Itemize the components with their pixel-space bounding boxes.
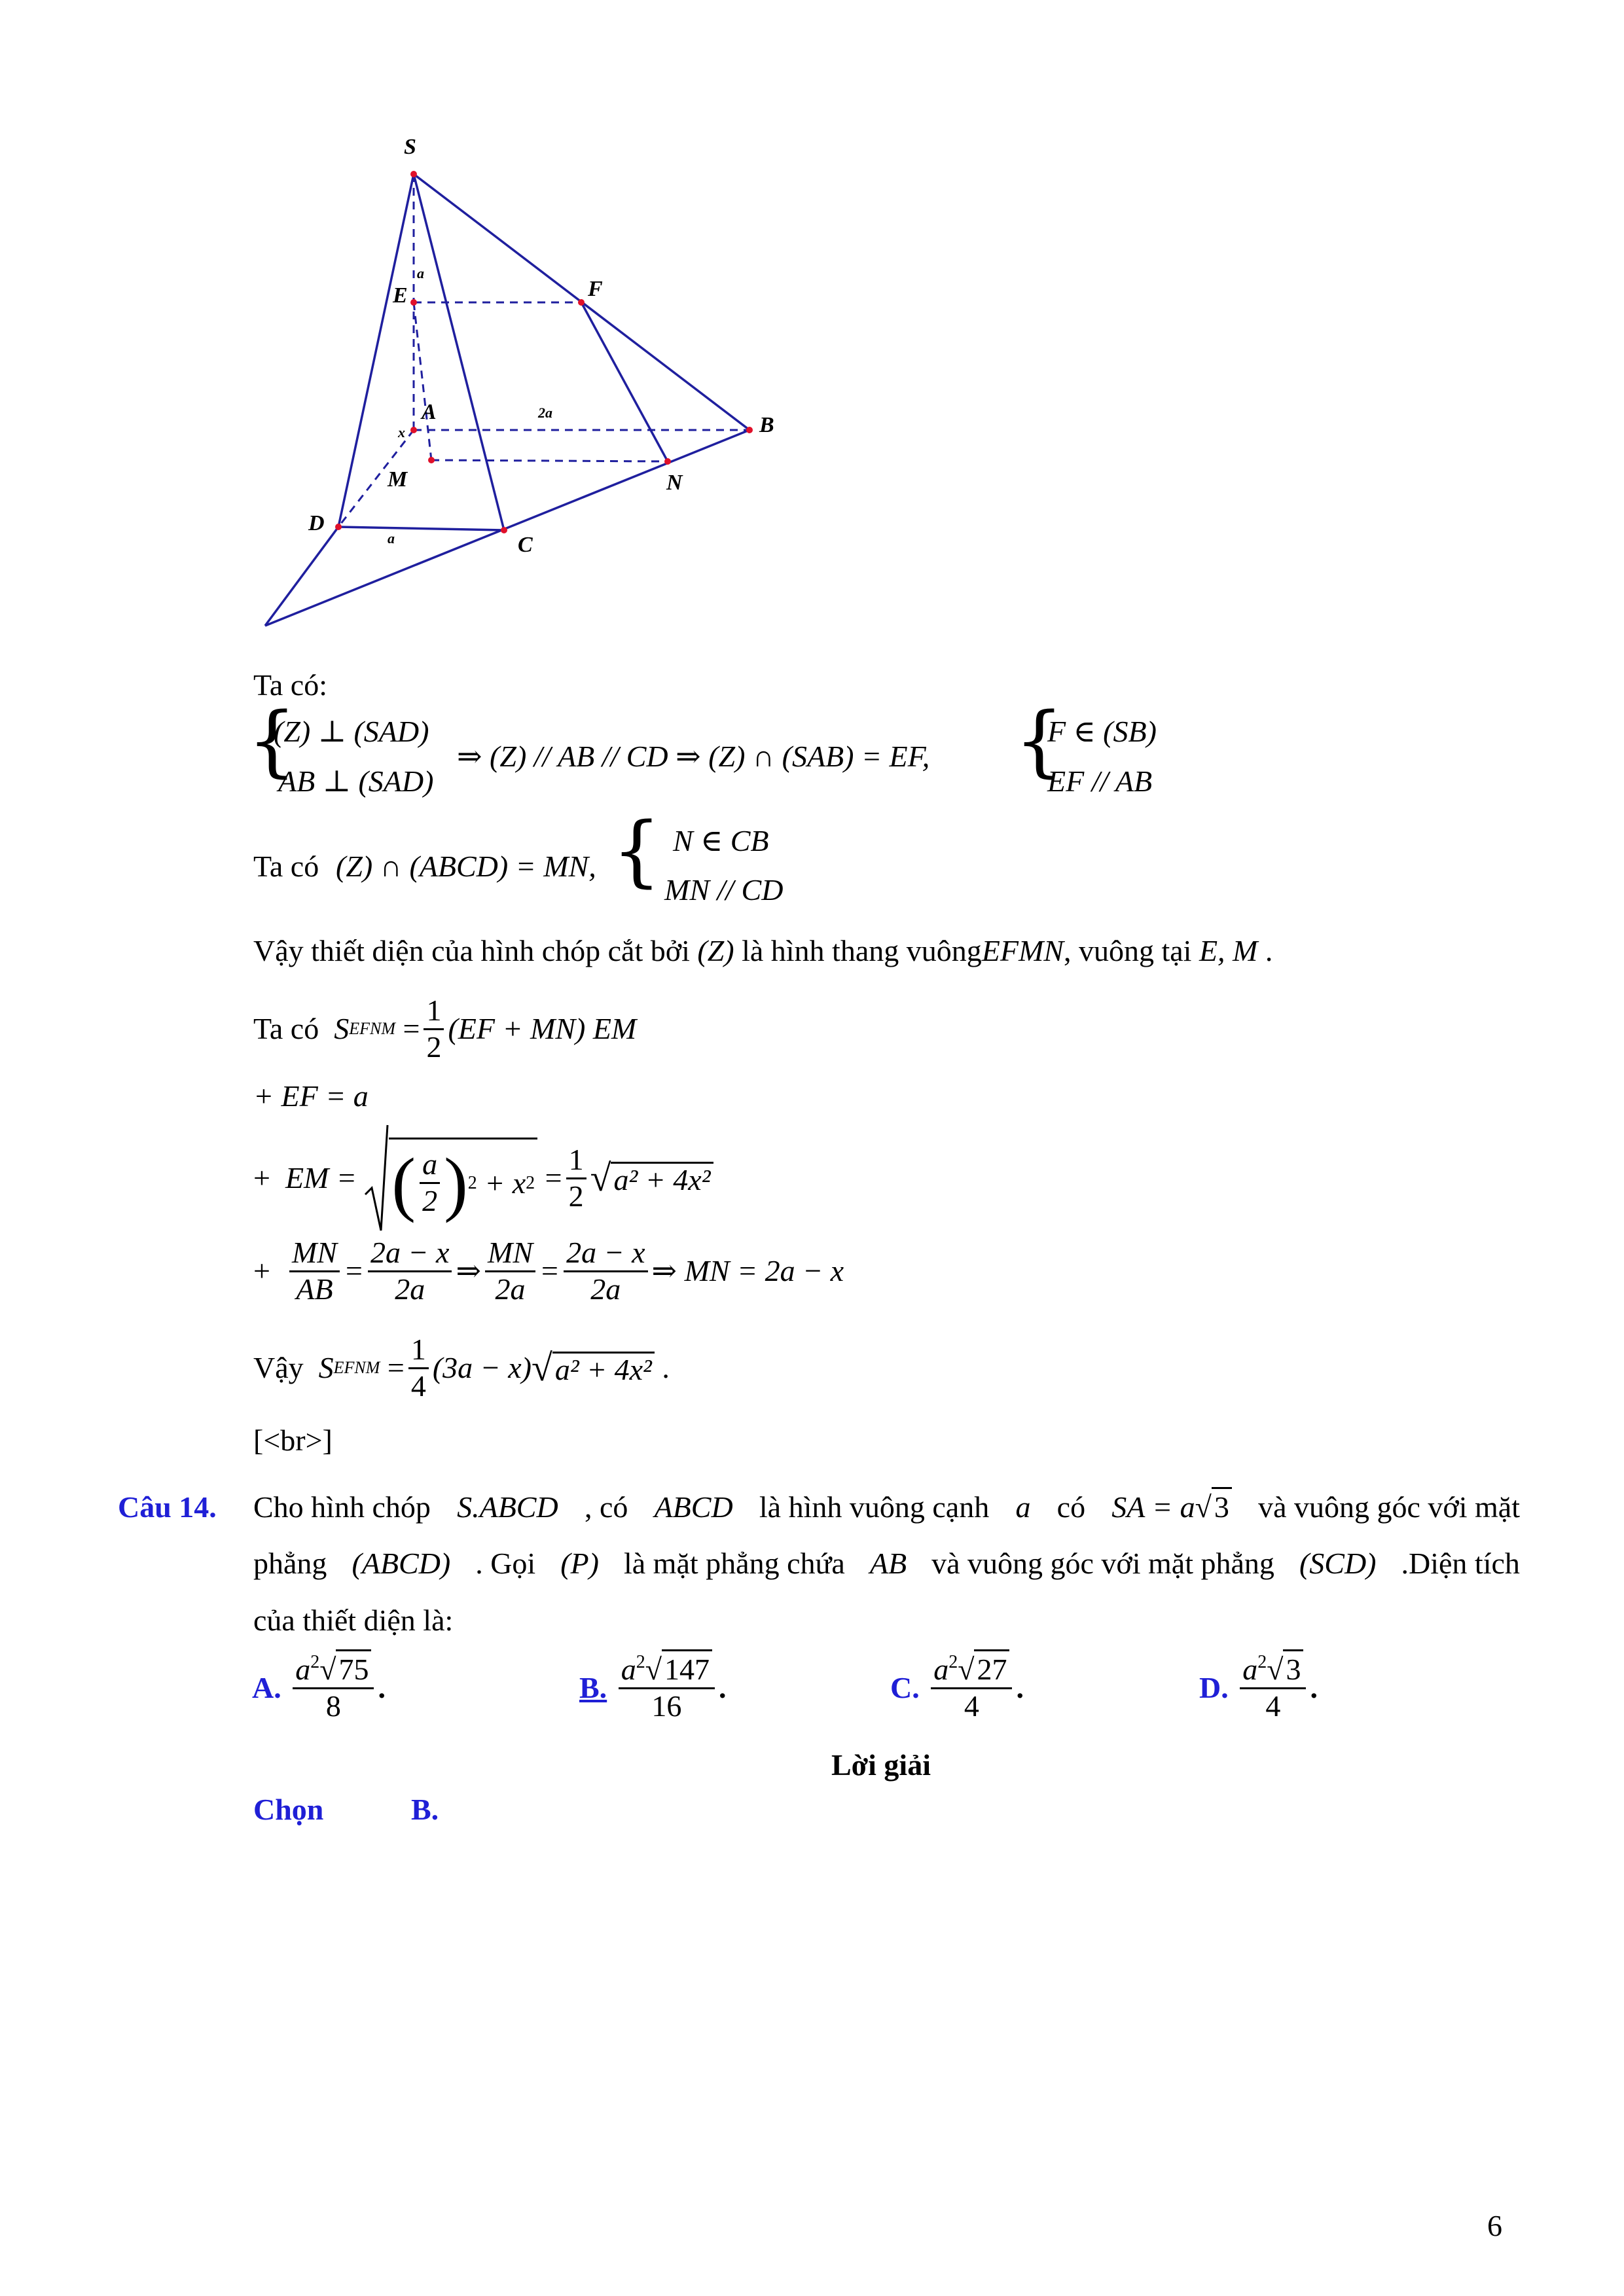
point-B — [746, 427, 753, 433]
question-line-2 — [253, 1549, 1520, 1579]
mn-d1: AB — [296, 1272, 333, 1306]
option-B-dot: . — [718, 1671, 727, 1705]
label-E: E — [393, 283, 408, 308]
q-l2-f: AB — [869, 1547, 907, 1580]
area-frac — [424, 994, 444, 1065]
line3-b: (Z) — [697, 934, 734, 967]
line3-e: , vuông tại — [1063, 934, 1192, 967]
label-D: D — [308, 511, 325, 535]
point-E — [410, 299, 417, 306]
option-A-a: a — [295, 1653, 311, 1686]
area-rest: (EF + MN) EM — [448, 1012, 637, 1046]
em-plus: + — [253, 1161, 270, 1194]
point-A — [410, 427, 417, 433]
q-l1-g: có — [1056, 1490, 1086, 1524]
sys1-line-c: F ∈ (SB) — [1047, 715, 1157, 748]
label-2a: 2a — [538, 404, 552, 421]
pyramid-figure — [249, 118, 838, 641]
line2-pre: Ta có — [253, 850, 319, 883]
option-C-rad: 27 — [974, 1649, 1009, 1686]
line2-d: MN // CD — [664, 873, 784, 906]
option-B-rad: 147 — [662, 1649, 712, 1686]
q-l1-c: , có — [584, 1490, 628, 1524]
option-B-label: B. — [579, 1671, 607, 1705]
label-x: x — [398, 424, 405, 440]
mn-line — [253, 1236, 844, 1307]
question-line-3: của thiết diện là: — [253, 1604, 454, 1637]
option-A-rad: 75 — [336, 1649, 371, 1686]
option-D-dot: . — [1310, 1671, 1318, 1705]
final-rad: a² + 4x² — [552, 1352, 655, 1385]
option-D-sup: 2 — [1257, 1652, 1267, 1672]
edge-SC — [414, 174, 504, 530]
mn-n4: 2a − x — [564, 1236, 647, 1272]
option-D-a: a — [1242, 1653, 1258, 1686]
br-marker: [<br>] — [253, 1424, 333, 1457]
label-F: F — [588, 277, 603, 301]
mn-arrow: ⇒ — [456, 1254, 482, 1288]
line2-mid: (Z) ∩ (ABCD) = MN, — [336, 850, 596, 883]
q-l1-a: Cho hình chóp — [253, 1490, 431, 1524]
q-l1-f: a — [1015, 1490, 1031, 1524]
area-eq: = — [403, 1012, 420, 1046]
sys1-line-b: AB ⊥ (SAD) — [278, 764, 434, 798]
mn-plus: + — [253, 1254, 270, 1288]
mn-n2: 2a − x — [368, 1236, 452, 1272]
final-num: 1 — [408, 1333, 429, 1369]
question-line-1: Cho hình chóp S.ABCD , có ABCD là hình vuông cạnh a có SA = a√3 và vuông góc với mặt — [253, 1492, 1520, 1522]
em-lhs: EM = — [285, 1161, 357, 1194]
em-eq: = — [545, 1161, 562, 1194]
option-D-label: D. — [1199, 1671, 1229, 1705]
option-B-sup: 2 — [636, 1652, 645, 1672]
q-l1-d: ABCD — [654, 1490, 733, 1524]
option-C-sup: 2 — [948, 1652, 958, 1672]
final-eq: = — [387, 1351, 405, 1385]
em-a: a — [420, 1147, 440, 1184]
line3-f: E, M — [1199, 934, 1258, 967]
label-a-DC: a — [388, 530, 395, 547]
option-D-den: 4 — [1265, 1689, 1281, 1723]
label-C: C — [518, 533, 533, 557]
point-S — [410, 171, 417, 177]
chon-value: B. — [411, 1793, 439, 1826]
option-B-a: a — [621, 1653, 636, 1686]
mn-eq1: = — [343, 1254, 364, 1288]
chon-label: Chọn — [253, 1793, 324, 1826]
q-l1-i: 3 — [1212, 1487, 1232, 1524]
option-B[interactable]: B. $\frac{a^2√147}{16}$ . — [579, 1653, 726, 1724]
q-l2-e: là mặt phẳng chứa — [623, 1547, 845, 1580]
em-1: 1 — [566, 1143, 586, 1179]
line2-c: N ∈ CB — [673, 824, 769, 857]
ef-line: + EF = a — [253, 1079, 369, 1113]
option-B-den: 16 — [651, 1689, 682, 1723]
label-a-SE: a — [417, 265, 424, 281]
option-A-dot: . — [378, 1671, 386, 1705]
option-A-den: 8 — [325, 1689, 341, 1723]
brace-3: { — [612, 805, 662, 895]
area-formula: Ta có S EFNM = $\frac{1}{2}$ (EF + MN) EM — [253, 994, 637, 1064]
label-N: N — [666, 471, 683, 495]
edge-FN — [581, 302, 668, 461]
final-line: Vậy S EFNM = $\frac{1}{4}$ (3a − x) √ a² + 4x² . — [253, 1333, 670, 1403]
final-end: . — [662, 1351, 670, 1385]
line3-g: . — [1265, 934, 1273, 967]
em-den: 2 — [568, 1179, 584, 1213]
label-B: B — [759, 413, 774, 437]
page-number: 6 — [1487, 2209, 1502, 2242]
sys1-line-a: (Z) ⊥ (SAD) — [274, 715, 429, 748]
question-label: Câu 14. — [118, 1490, 217, 1524]
mn-d2: 2a — [395, 1272, 425, 1306]
line3-d: EFMN — [981, 934, 1064, 967]
point-C — [501, 527, 507, 533]
option-A-sup: 2 — [310, 1652, 320, 1672]
line3-c: là hình thang vuông — [742, 934, 982, 967]
point-F — [578, 299, 585, 306]
sys1-middle: ⇒ (Z) // AB // CD ⇒ (Z) ∩ (SAB) = EF, — [457, 740, 930, 773]
option-D[interactable]: D. $\frac{a^2√3}{4}$ . — [1199, 1653, 1318, 1724]
option-C-den: 4 — [964, 1689, 979, 1723]
label-S: S — [404, 135, 416, 159]
em-x2: + x — [484, 1166, 526, 1200]
point-N — [664, 458, 671, 465]
edge-DC — [338, 527, 504, 530]
line3-a: Vậy thiết diện của hình chóp cắt bởi — [253, 934, 690, 967]
final-mid: (3a − x) — [432, 1351, 532, 1385]
q-l1-b: S.ABCD — [457, 1490, 558, 1524]
final-den: 4 — [410, 1369, 426, 1403]
area-num: 1 — [424, 994, 444, 1030]
q-l2-h: (SCD) — [1299, 1547, 1377, 1580]
brace-2: { — [1015, 695, 1064, 785]
point-D — [335, 524, 342, 530]
radical-sign-1 — [364, 1122, 389, 1234]
em-radicand: ( $\frac{a}{2}$ ) 2 + x 2 — [389, 1138, 537, 1219]
edge-MN — [431, 460, 668, 461]
option-C[interactable]: C. $\frac{a^2√27}{4}$ . — [890, 1653, 1024, 1724]
q-l2-g: và vuông góc với mặt phẳng — [931, 1547, 1274, 1580]
option-D-rad: 3 — [1283, 1649, 1303, 1686]
brace-1: { — [247, 695, 297, 785]
edge-EM — [414, 302, 431, 460]
mn-d3: 2a — [495, 1272, 526, 1306]
mn-eq2: = — [539, 1254, 560, 1288]
mn-d4: 2a — [590, 1272, 621, 1306]
sys1-line-d: EF // AB — [1047, 764, 1153, 798]
q-l2-c: . Gọi — [475, 1547, 536, 1580]
em-line: + EM = ( $\frac{a}{2}$ ) 2 + x 2 = $\frac{1}{2}$ √ a² + 4x² — [253, 1122, 713, 1234]
option-A[interactable]: A. $\frac{a^2√75}{8}$ . — [252, 1653, 386, 1724]
option-C-label: C. — [890, 1671, 920, 1705]
solution-heading: Lời giải — [831, 1748, 931, 1782]
q-l1-e: là hình vuông cạnh — [759, 1490, 990, 1524]
q-l1-j: và vuông góc với mặt — [1258, 1490, 1520, 1524]
final-S: S — [318, 1351, 334, 1385]
mn-n1: MN — [289, 1236, 340, 1272]
final-pre: Vậy — [253, 1351, 304, 1385]
point-M — [428, 457, 435, 463]
line3 — [253, 936, 1272, 966]
option-C-a: a — [933, 1653, 949, 1686]
em-2: 2 — [422, 1184, 438, 1217]
area-S: S — [334, 1012, 350, 1046]
label-A: A — [422, 400, 437, 424]
em-rad: a² + 4x² — [611, 1162, 713, 1195]
q-l1-h: SA = a — [1111, 1490, 1195, 1524]
q-l2-b: (ABCD) — [352, 1547, 451, 1580]
q-l2-a: phẳng — [253, 1547, 327, 1580]
mn-n3: MN — [485, 1236, 535, 1272]
q-l2-i: .Diện tích — [1401, 1547, 1520, 1580]
q-l2-d: (P) — [560, 1547, 599, 1580]
option-A-label: A. — [252, 1671, 281, 1705]
mn-res: ⇒ MN = 2a − x — [651, 1254, 844, 1288]
label-M: M — [388, 467, 408, 492]
area-pre: Ta có — [253, 1012, 319, 1046]
option-C-dot: . — [1016, 1671, 1024, 1705]
ta-co-label: Ta có: — [253, 668, 328, 702]
area-den: 2 — [426, 1030, 442, 1064]
